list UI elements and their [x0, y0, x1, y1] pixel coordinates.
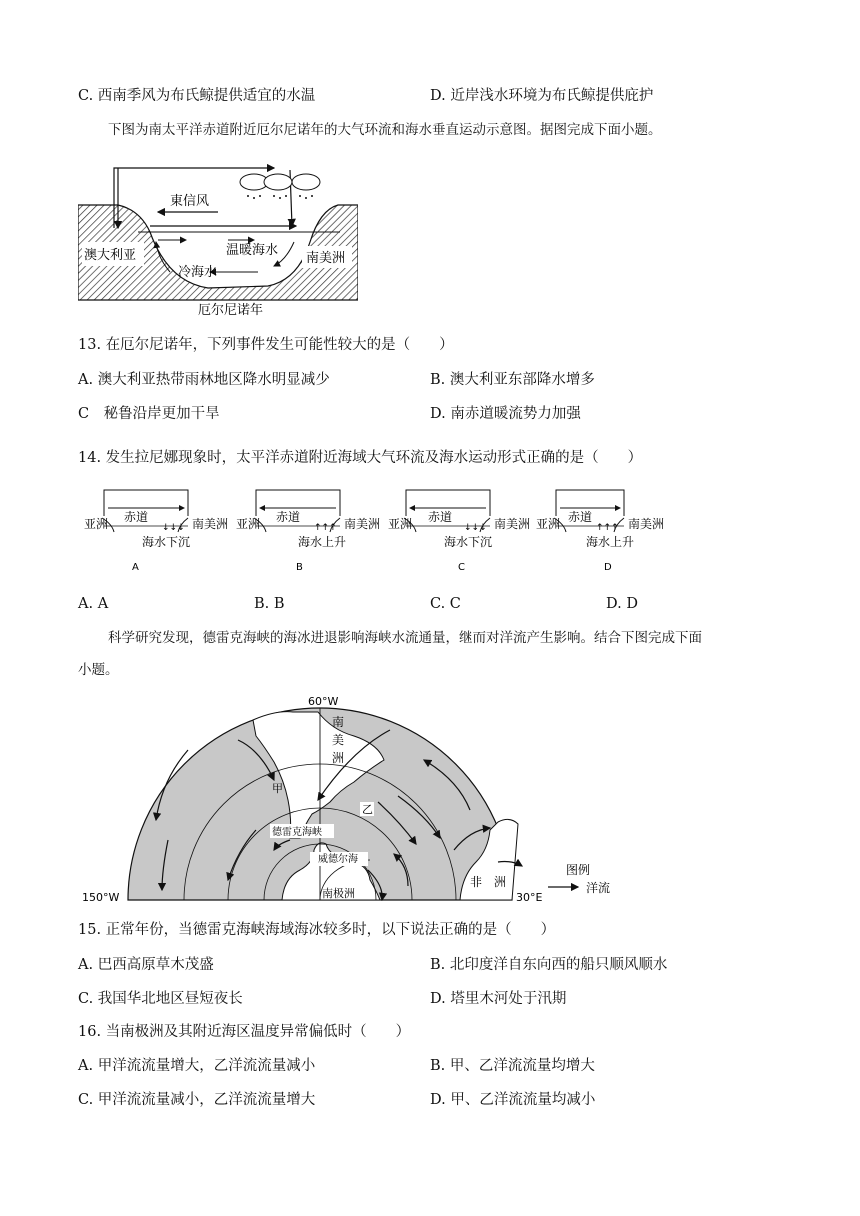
south-america-char3: 洲	[332, 751, 345, 765]
q14-stem: 14. 发生拉尼娜现象时，太平洋赤道附近海域大气环流及海水运动形式正确的是（ ）	[78, 450, 643, 466]
panel-b	[236, 490, 380, 573]
lon-30e: 30°E	[516, 891, 543, 904]
panel-b-asia: 亚洲	[236, 517, 261, 531]
q12-option-d: D. 近岸浅水环境为布氏鲸提供庇护	[430, 88, 654, 104]
svg-text:↓↓↓: ↓↓↓	[162, 523, 185, 533]
panel-b-motion: 海水上升	[298, 535, 347, 549]
south-america-label: 南美洲	[306, 251, 346, 266]
panel-a	[84, 490, 228, 573]
panel-b-equator: 赤道	[276, 510, 301, 524]
q15-option-a: A. 巴西高原草木茂盛	[78, 957, 214, 973]
panel-c-letter: C	[458, 562, 465, 573]
south-america-char2: 美	[332, 733, 345, 747]
la-nina-options-diagram	[84, 482, 674, 578]
q13-option-c: C 秘鲁沿岸更加干旱	[78, 406, 220, 422]
svg-text:↑↑↑: ↑↑↑	[314, 523, 337, 533]
panel-c	[388, 490, 530, 573]
panel-c-sa: 南美洲	[494, 517, 531, 531]
weddell-sea-label: 威德尔海	[318, 854, 358, 865]
q14-option-d: D. D	[606, 596, 638, 612]
q15-option-b: B. 北印度洋自东向西的船只顺风顺水	[430, 957, 668, 973]
q15-stem: 15. 正常年份，当德雷克海峡海域海冰较多时，以下说法正确的是（ ）	[78, 922, 556, 938]
panel-d-sa: 南美洲	[628, 517, 665, 531]
ocean-current-map	[78, 690, 638, 910]
panel-d-motion: 海水上升	[586, 535, 635, 549]
q12-option-c: C. 西南季风为布氏鲸提供适宜的水温	[78, 88, 316, 104]
panel-c-motion: 海水下沉	[444, 535, 493, 549]
panel-d-asia: 亚洲	[536, 517, 561, 531]
q13-option-d: D. 南赤道暖流势力加强	[430, 406, 581, 422]
panel-a-sa: 南美洲	[192, 517, 229, 531]
africa-label: 非 洲	[470, 875, 507, 889]
q14-option-c: C. C	[430, 596, 461, 612]
diagram-caption: 厄尔尼诺年	[198, 303, 264, 318]
q16-option-a: A. 甲洋流流量增大，乙洋流流量减小	[78, 1058, 316, 1074]
panel-b-letter: B	[296, 562, 303, 573]
panel-a-motion: 海水下沉	[142, 535, 191, 549]
warm-water-label: 温暖海水	[226, 243, 279, 258]
svg-text:↑↑↑: ↑↑↑	[596, 523, 619, 533]
lon-150w: 150°W	[82, 891, 120, 904]
antarctica-label: 南极洲	[322, 887, 355, 900]
q13-option-b: B. 澳大利亚东部降水增多	[430, 372, 595, 388]
drake-passage-label: 德雷克海峡	[272, 827, 322, 838]
svg-text:↓↓↓: ↓↓↓	[464, 523, 487, 533]
q14-option-a: A. A	[78, 596, 109, 612]
panel-c-asia: 亚洲	[388, 517, 413, 531]
panel-c-equator: 赤道	[428, 510, 453, 524]
current-yi-label: 乙	[362, 803, 373, 816]
el-nino-diagram	[78, 160, 358, 320]
current-jia-label: 甲	[272, 782, 283, 795]
lon-60w: 60°W	[308, 695, 339, 708]
q16-option-c: C. 甲洋流流量减小，乙洋流流量增大	[78, 1092, 316, 1108]
intro-15-16-line2: 小题。	[78, 662, 119, 678]
panel-b-sa: 南美洲	[344, 517, 381, 531]
panel-d	[536, 490, 664, 573]
panel-d-equator: 赤道	[568, 510, 593, 524]
legend-title: 图例	[566, 863, 591, 877]
q14-option-b: B. B	[254, 596, 285, 612]
south-america-char1: 南	[332, 715, 345, 729]
q15-option-d: D. 塔里木河处于汛期	[430, 991, 567, 1007]
q13-stem: 13. 在厄尔尼诺年，下列事件发生可能性较大的是（ ）	[78, 337, 454, 353]
q15-option-c: C. 我国华北地区昼短夜长	[78, 991, 243, 1007]
panel-d-letter: D	[604, 562, 612, 573]
panel-a-letter: A	[132, 562, 139, 573]
panel-a-equator: 赤道	[124, 510, 149, 524]
australia-label: 澳大利亚	[84, 248, 137, 263]
q16-option-b: B. 甲、乙洋流流量均增大	[430, 1058, 595, 1074]
wind-label: 東信风	[170, 194, 210, 209]
intro-15-16-line1: 科学研究发现，德雷克海峡的海冰进退影响海峡水流通量，继而对洋流产生影响。结合下图完成下面	[108, 630, 702, 646]
q13-option-a: A. 澳大利亚热带雨林地区降水明显减少	[78, 372, 330, 388]
q16-option-d: D. 甲、乙洋流流量均减小	[430, 1092, 596, 1108]
panel-a-asia: 亚洲	[84, 517, 109, 531]
legend-current-label: 洋流	[586, 881, 611, 895]
q16-stem: 16. 当南极洲及其附近海区温度异常偏低时（ ）	[78, 1024, 411, 1040]
intro-13-14: 下图为南太平洋赤道附近厄尔尼诺年的大气环流和海水垂直运动示意图。据图完成下面小题。	[108, 122, 662, 138]
cold-water-label: 冷海水	[178, 265, 218, 280]
